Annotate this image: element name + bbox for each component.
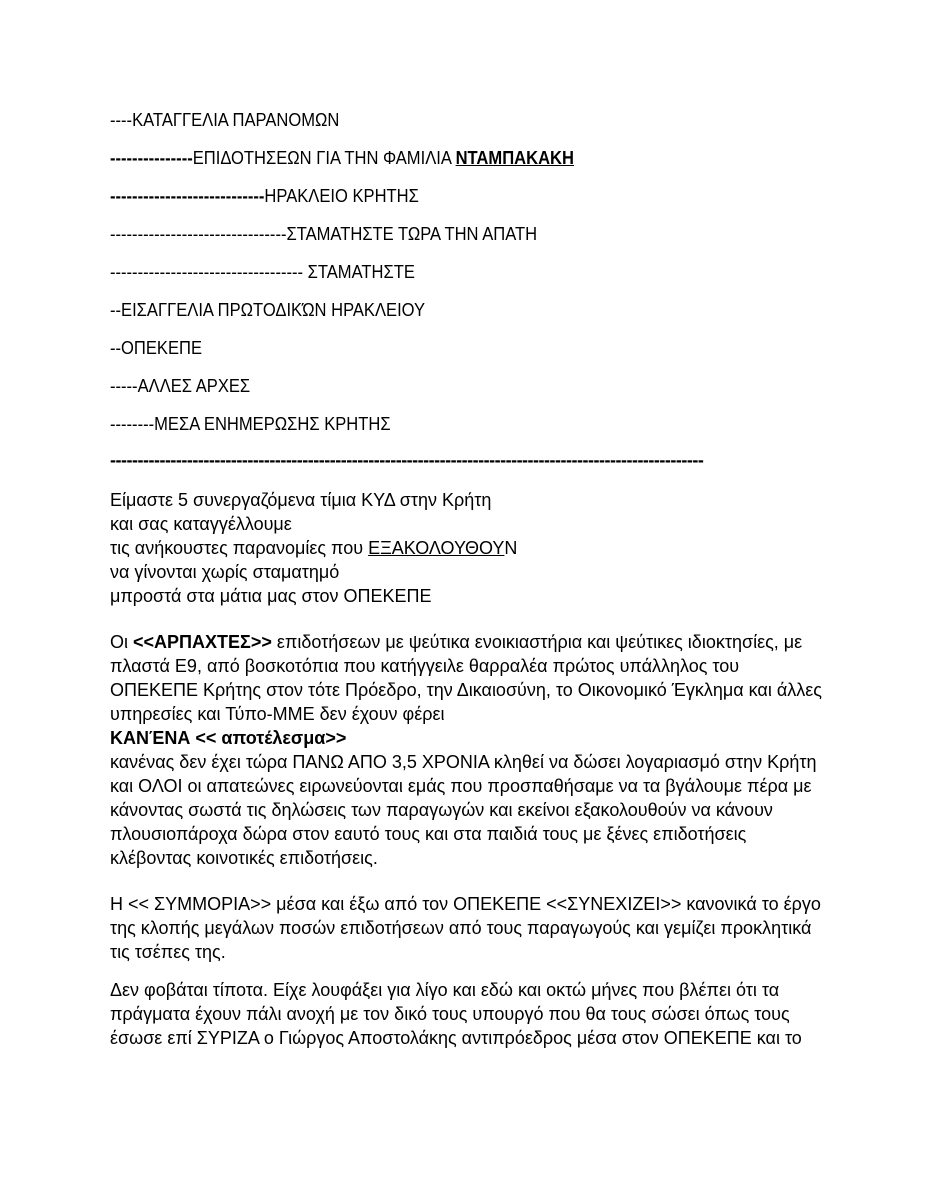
paragraph-3: Δεν φοβάται τίποτα. Είχε λουφάξει για λίγο και εδώ και οκτώ μήνες που βλέπει ότι τα πράγματα έχουν πάλι ανοχή με τον δικό τους υπουργό που θα τους σώσει όπως τους έσωσε επί ΣΥΡΙΖΑ ο Γιώργος Αποστολάκης αντιπρόεδρος μέσα στον ΟΠΕΚΕΠΕ και το bbox=[110, 980, 802, 1048]
header-text: ΣΤΑΜΑΤΗΣΤΕ ΤΩΡΑ ΤΗΝ ΑΠΑΤΗ bbox=[286, 224, 538, 244]
intro-line-3-pre: τις ανήκουστες παρανομίες που bbox=[110, 538, 369, 558]
header-dashes: ---- bbox=[110, 110, 133, 130]
header-line-5 bbox=[110, 260, 772, 298]
header-dashes: --------------- bbox=[110, 148, 193, 168]
header-dashes: -- bbox=[110, 300, 122, 320]
header-line-3 bbox=[110, 184, 772, 222]
paragraph-1-text: επιδοτήσεων με ψεύτικα ενοικιαστήρια και ψεύτικες ιδιοκτησίες, με πλαστά Ε9, από βοσκοτόπια που κατήγγειλε θαρραλέα πρώτος υπάλληλος του ΟΠΕΚΕΠΕ Κρήτης στον τότε Πρόεδρο, την Δικαιοσύνη, το Οικονομικό Έγκλημα και άλλες υπηρεσίες και Τύπο-ΜΜΕ δεν έχουν φέρει bbox=[110, 632, 822, 724]
header-dashes: ----- bbox=[110, 376, 138, 396]
header-dashes: ---------------------------- bbox=[110, 186, 265, 206]
header-text: ΗΡΑΚΛΕΙΟ ΚΡΗΤΗΣ bbox=[264, 186, 419, 206]
intro-line-4: να γίνονται χωρίς σταματημό bbox=[110, 562, 340, 582]
header-line-6 bbox=[110, 298, 772, 336]
header-line-4 bbox=[110, 222, 772, 260]
intro-line-3-post: Ν bbox=[504, 538, 518, 558]
header-line-7 bbox=[110, 336, 772, 374]
header-text: ΕΠΙΔΟΤΗΣΕΩΝ ΓΙΑ ΤΗΝ ΦΑΜΙΛΙΑ bbox=[192, 148, 456, 168]
header-line-8 bbox=[110, 374, 772, 412]
paragraph-2: Η << ΣΥΜΜΟΡΙΑ>> μέσα και έξω από τον ΟΠΕΚΕΠΕ <<ΣΥΝΕΧΙΖΕΙ>> κανονικά το έργο της κλοπής μεγάλων ποσών επιδοτήσεων από τους παραγωγούς και γεμίζει προκλητικά τις τσέπες της. bbox=[110, 894, 821, 962]
family-name-highlight: ΝΤΑΜΠΑΚΑΚΗ bbox=[455, 148, 574, 168]
header-text: ΚΑΤΑΓΓΕΛΙΑ ΠΑΡΑΝΟΜΩΝ bbox=[132, 110, 340, 130]
header-text: ΟΠΕΚΕΠΕ bbox=[121, 338, 203, 358]
intro-block bbox=[110, 488, 830, 608]
spacer bbox=[110, 964, 830, 978]
header-text: ΣΤΑΜΑΤΗΣΤΕ bbox=[307, 262, 415, 282]
header-text: ΜΕΣΑ ΕΝΗΜΕΡΩΣΗΣ ΚΡΗΤΗΣ bbox=[154, 414, 391, 434]
header-dashes: -------- bbox=[110, 414, 155, 434]
header-line-9 bbox=[110, 412, 772, 450]
document-page bbox=[110, 108, 830, 1050]
header-dashes: ----------------------------------- bbox=[110, 262, 308, 282]
paragraph-1-lead: Οι bbox=[110, 632, 134, 652]
intro-line-2: και σας καταγγέλλουμε bbox=[110, 514, 292, 534]
intro-line-1: Είμαστε 5 συνεργαζόμενα τίμια ΚΥΔ στην Κρήτη bbox=[110, 490, 492, 510]
header-text: ΕΙΣΑΓΓΕΛΙΑ ΠΡΩΤΟΔΙΚΏΝ ΗΡΑΚΛΕΙΟΥ bbox=[121, 300, 426, 320]
header-dashes: -- bbox=[110, 338, 122, 358]
separator-rule: ------------------------------------------------------------------------------------------------------------ bbox=[110, 450, 704, 470]
intro-line-3 bbox=[110, 536, 830, 560]
spacer bbox=[110, 870, 830, 892]
paragraph-1-continued: κανένας δεν έχει τώρα ΠΑΝΩ ΑΠΟ 3,5 ΧΡΟΝΙΑ κληθεί να δώσει λογαριασμό στην Κρήτη και ΟΛΟΙ οι απατεώνες ειρωνεύονται εμάς που προσπαθήσαμε να τα βγάλουμε πέρα με κάνοντας σωστά τις δηλώσεις των παραγωγών και εκείνοι εξακολουθούν να κάνουν πλουσιοπάροχα δώρα στον εαυτό τους και στα παιδιά τους με ξένες επιδοτήσεις κλέβοντας κοινοτικές επιδοτήσεις. bbox=[110, 752, 817, 868]
intro-line-5: μπροστά στα μάτια μας στον ΟΠΕΚΕΠΕ bbox=[110, 586, 432, 606]
spacer bbox=[110, 608, 830, 630]
header-line-1 bbox=[110, 108, 772, 146]
paragraph-1-emphasis: ΚΑΝΈΝΑ << αποτέλεσμα>> bbox=[110, 728, 347, 748]
intro-underlined-word: ΕΞΑΚΟΛΟΥΘΟΥ bbox=[368, 538, 505, 558]
header-dashes: -------------------------------- bbox=[110, 224, 287, 244]
paragraph-1-bold-term: <<ΑΡΠΑΧΤΕΣ>> bbox=[133, 632, 272, 652]
header-line-2 bbox=[110, 146, 772, 184]
header-text: ΑΛΛΕΣ ΑΡΧΕΣ bbox=[137, 376, 251, 396]
paragraph-1 bbox=[110, 630, 830, 726]
